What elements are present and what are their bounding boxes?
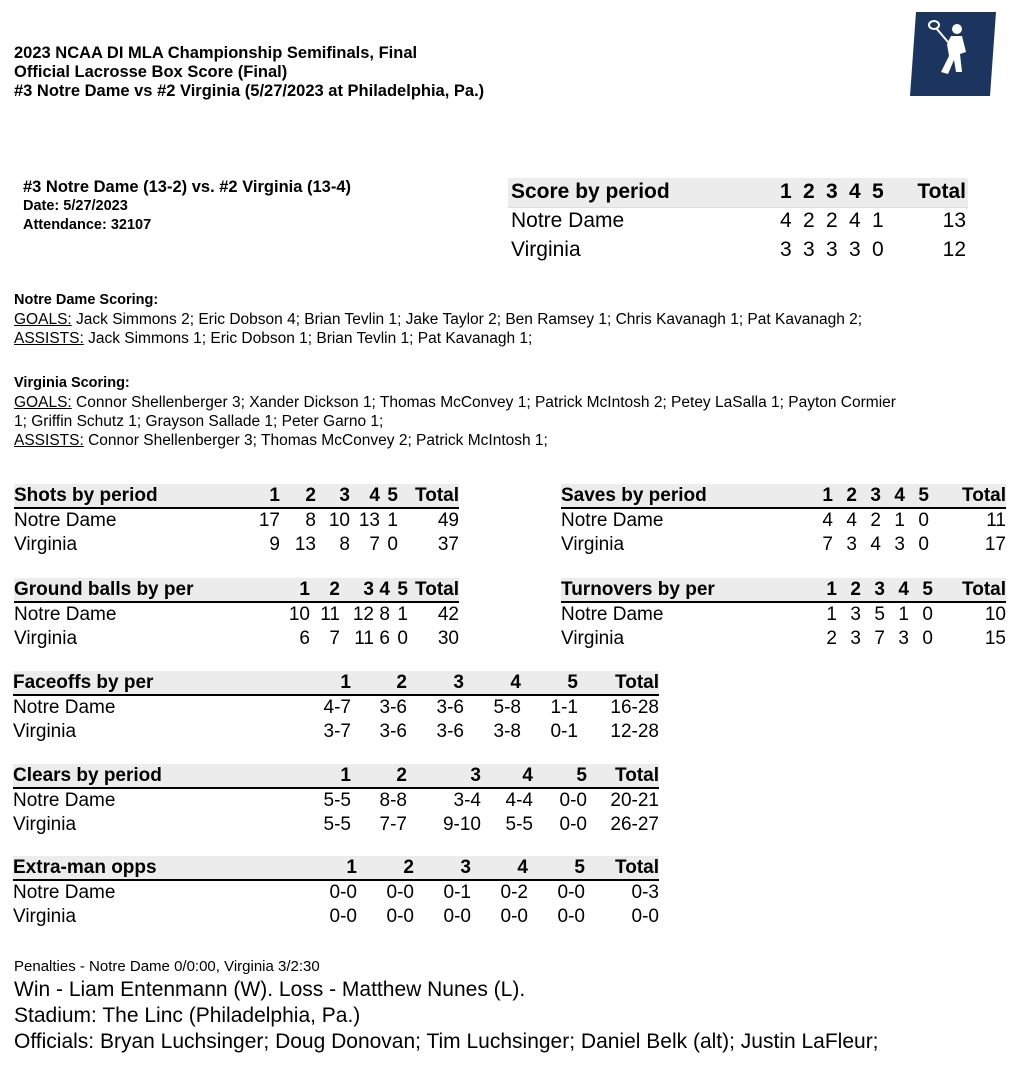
period-value: 10 <box>288 604 310 625</box>
turnovers-label: Turnovers by per <box>561 578 825 602</box>
clears-row-virginia <box>13 813 659 837</box>
col-3: 3 <box>316 484 350 508</box>
clears-label: Clears by period <box>13 764 291 788</box>
team-name: Virginia <box>561 534 625 555</box>
shots-label: Shots by period <box>14 484 232 508</box>
period-score: 3 <box>826 238 838 261</box>
period-score: 3 <box>780 238 792 261</box>
col-4: 4 <box>471 856 528 880</box>
saves-row-virginia <box>561 533 1006 557</box>
team-name: Virginia <box>13 721 77 742</box>
score-col-2: 2 <box>803 180 815 203</box>
team-name: Notre Dame <box>561 604 664 625</box>
period-score: 2 <box>826 209 838 232</box>
col-4: 4 <box>881 484 905 508</box>
team-name: Notre Dame <box>13 697 116 718</box>
period-value: 0-0 <box>386 882 414 903</box>
team-name: Notre Dame <box>13 790 116 811</box>
team-name: Notre Dame <box>511 209 625 232</box>
period-value: 0-0 <box>329 882 357 903</box>
ground-balls-label: Ground balls by per <box>14 578 272 602</box>
col-3: 3 <box>407 764 481 788</box>
clears-table <box>13 764 659 837</box>
col-1: 1 <box>291 671 351 695</box>
assists-list: Jack Simmons 1; Eric Dobson 1; Brian Tevlin 1; Pat Kavanagh 1; <box>83 330 533 347</box>
col-2: 2 <box>837 578 861 602</box>
faceoffs-row-virginia <box>13 720 659 744</box>
period-value: 0 <box>922 604 933 625</box>
period-value: 0-0 <box>559 814 587 835</box>
col-2: 2 <box>357 856 414 880</box>
col-total: Total <box>408 578 459 602</box>
col-3: 3 <box>407 671 464 695</box>
nd-goals <box>14 310 974 329</box>
period-value: 1 <box>397 604 408 625</box>
period-value: 0 <box>397 628 408 649</box>
period-value: 8 <box>305 510 316 531</box>
faceoffs-label: Faceoffs by per <box>13 671 291 695</box>
period-value: 0 <box>918 510 929 531</box>
score-col-5: 5 <box>872 180 884 203</box>
col-5: 5 <box>521 671 578 695</box>
total-score: 12 <box>942 238 966 261</box>
period-value: 7 <box>822 534 833 555</box>
col-3: 3 <box>857 484 881 508</box>
total-value: 15 <box>984 628 1006 649</box>
faceoffs-row-notre-dame <box>13 695 659 720</box>
game-info <box>23 178 351 235</box>
team-name: Notre Dame <box>561 510 664 531</box>
game-date: Date: 5/27/2023 <box>23 198 128 214</box>
saves-label: Saves by period <box>561 484 821 508</box>
shots-table <box>14 484 459 557</box>
period-value: 3-6 <box>379 697 407 718</box>
team-name: Notre Dame <box>14 604 117 625</box>
period-value: 5 <box>874 604 885 625</box>
col-5: 5 <box>533 764 587 788</box>
period-score: 0 <box>872 238 884 261</box>
turnovers-row-virginia <box>561 627 1006 651</box>
period-score: 4 <box>849 209 861 232</box>
period-value: 0-0 <box>443 906 471 927</box>
period-score: 4 <box>780 209 792 232</box>
turnovers-header-row <box>561 578 1006 602</box>
turnovers-table <box>561 578 1006 651</box>
saves-table <box>561 484 1006 557</box>
clears-header-row <box>13 764 659 788</box>
period-value: 0-0 <box>557 906 585 927</box>
va-goals-cont: 1; Griffin Schutz 1; Grayson Sallade 1; Peter Garno 1; <box>14 413 384 430</box>
ground-balls-header-row <box>14 578 459 602</box>
period-value: 0-0 <box>386 906 414 927</box>
total-value: 49 <box>437 510 459 531</box>
total-value: 42 <box>437 604 459 625</box>
period-value: 7 <box>369 534 380 555</box>
period-value: 4 <box>870 534 881 555</box>
col-2: 2 <box>310 578 340 602</box>
total-value: 30 <box>437 628 459 649</box>
goals-label: GOALS: <box>14 394 72 411</box>
period-value: 12 <box>352 604 374 625</box>
period-value: 5-5 <box>505 814 533 835</box>
period-value: 0 <box>918 534 929 555</box>
col-total: Total <box>933 578 1006 602</box>
clears-row-notre-dame <box>13 788 659 813</box>
officials-list: Officials: Bryan Luchsinger; Doug Donovan; Tim Luchsinger; Daniel Belk (alt); Justin LaFleur; <box>14 1030 879 1053</box>
team-name: Virginia <box>14 534 78 555</box>
header-matchup: #3 Notre Dame vs #2 Virginia (5/27/2023 at Philadelphia, Pa.) <box>14 82 485 100</box>
period-value: 3-8 <box>493 721 521 742</box>
period-value: 3-4 <box>453 790 481 811</box>
total-value: 16-28 <box>610 697 659 718</box>
col-1: 1 <box>291 764 351 788</box>
win-loss-decision: Win - Liam Entenmann (W). Loss - Matthew Nunes (L). <box>14 978 526 1001</box>
col-1: 1 <box>821 484 833 508</box>
score-header-label: Score by period <box>511 180 670 203</box>
col-total: Total <box>585 856 659 880</box>
score-header-row <box>508 178 968 207</box>
period-value: 0-1 <box>550 721 578 742</box>
virginia-scoring <box>14 374 974 450</box>
team-name: Notre Dame <box>13 882 116 903</box>
col-3: 3 <box>340 578 374 602</box>
ground-balls-row-virginia <box>14 627 459 651</box>
assists-label: ASSISTS: <box>14 330 84 347</box>
extra-man-table <box>13 856 659 929</box>
period-value: 8 <box>339 534 350 555</box>
team-name: Virginia <box>511 238 581 261</box>
faceoffs-table <box>13 671 659 744</box>
team-name: Virginia <box>13 814 77 835</box>
team-name: Virginia <box>561 628 625 649</box>
period-value: 13 <box>294 534 316 555</box>
col-2: 2 <box>351 764 407 788</box>
lacrosse-player-banner-icon <box>910 12 996 98</box>
col-4: 4 <box>350 484 380 508</box>
col-5: 5 <box>905 484 929 508</box>
col-4: 4 <box>885 578 909 602</box>
period-value: 0 <box>922 628 933 649</box>
period-value: 9 <box>269 534 280 555</box>
col-4: 4 <box>464 671 521 695</box>
score-col-4: 4 <box>849 180 861 203</box>
col-5: 5 <box>528 856 585 880</box>
team-name: Notre Dame <box>14 510 117 531</box>
team-name: Virginia <box>13 906 77 927</box>
period-score: 3 <box>803 238 815 261</box>
col-1: 1 <box>232 484 280 508</box>
total-value: 11 <box>986 510 1006 531</box>
period-value: 0-0 <box>500 906 528 927</box>
header-subtitle: Official Lacrosse Box Score (Final) <box>14 63 288 81</box>
col-1: 1 <box>825 578 837 602</box>
report-header <box>14 44 484 101</box>
shots-row-notre-dame <box>14 508 459 533</box>
period-value: 1 <box>387 510 398 531</box>
score-by-period-table <box>508 178 968 265</box>
score-col-total: Total <box>917 180 966 203</box>
period-value: 0-0 <box>557 882 585 903</box>
period-value: 11 <box>320 604 340 625</box>
footer-details <box>14 977 879 1055</box>
total-value: 0-3 <box>631 882 659 903</box>
period-value: 4 <box>846 510 857 531</box>
ground-balls-row-notre-dame <box>14 602 459 627</box>
period-value: 2 <box>826 628 837 649</box>
period-value: 2 <box>870 510 881 531</box>
period-value: 3-7 <box>323 721 351 742</box>
period-value: 5-5 <box>323 790 351 811</box>
goals-list: Connor Shellenberger 3; Xander Dickson 1; Thomas McConvey 1; Patrick McIntosh 2; Petey LaSalla 1; Payton Cormier <box>71 394 896 411</box>
total-value: 10 <box>984 604 1006 625</box>
va-scoring-heading: Virginia Scoring: <box>14 375 130 391</box>
period-value: 5-8 <box>493 697 521 718</box>
col-4: 4 <box>481 764 533 788</box>
period-value: 1 <box>826 604 837 625</box>
period-value: 3 <box>898 628 909 649</box>
assists-label: ASSISTS: <box>14 432 84 449</box>
team-name: Virginia <box>14 628 78 649</box>
period-value: 3 <box>894 534 905 555</box>
saves-row-notre-dame <box>561 508 1006 533</box>
period-value: 1 <box>898 604 909 625</box>
total-score: 13 <box>942 209 966 232</box>
header-title: 2023 NCAA DI MLA Championship Semifinals, Final <box>14 44 418 62</box>
period-value: 7 <box>874 628 885 649</box>
col-5: 5 <box>380 484 398 508</box>
col-3: 3 <box>414 856 471 880</box>
va-goals <box>14 393 974 412</box>
period-value: 0-0 <box>559 790 587 811</box>
total-value: 20-21 <box>610 790 659 811</box>
goals-label: GOALS: <box>14 311 72 328</box>
col-total: Total <box>929 484 1006 508</box>
total-value: 26-27 <box>610 814 659 835</box>
turnovers-row-notre-dame <box>561 602 1006 627</box>
total-value: 17 <box>984 534 1006 555</box>
period-value: 7-7 <box>379 814 407 835</box>
col-5: 5 <box>909 578 933 602</box>
penalties-summary: Penalties - Notre Dame 0/0:00, Virginia 3/2:30 <box>14 958 320 975</box>
period-value: 3 <box>850 604 861 625</box>
col-1: 1 <box>272 578 310 602</box>
col-2: 2 <box>280 484 316 508</box>
period-value: 3-6 <box>436 697 464 718</box>
col-total: Total <box>578 671 659 695</box>
period-value: 13 <box>358 510 380 531</box>
extra-man-row-virginia <box>13 905 659 929</box>
nd-assists <box>14 329 974 348</box>
score-row-notre-dame <box>508 207 968 236</box>
extra-man-label: Extra-man opps <box>13 856 291 880</box>
total-value: 0-0 <box>631 906 659 927</box>
period-value: 0-2 <box>500 882 528 903</box>
col-2: 2 <box>833 484 857 508</box>
period-value: 1-1 <box>550 697 578 718</box>
period-score: 2 <box>803 209 815 232</box>
period-score: 3 <box>849 238 861 261</box>
period-score: 1 <box>872 209 884 232</box>
total-value: 12-28 <box>610 721 659 742</box>
score-col-1: 1 <box>780 180 792 203</box>
col-total: Total <box>587 764 659 788</box>
col-4: 4 <box>374 578 390 602</box>
period-value: 8-8 <box>379 790 407 811</box>
shots-header-row <box>14 484 459 508</box>
period-value: 7 <box>329 628 340 649</box>
faceoffs-header-row <box>13 671 659 695</box>
score-col-3: 3 <box>826 180 838 203</box>
saves-header-row <box>561 484 1006 508</box>
va-assists <box>14 431 974 450</box>
period-value: 4-4 <box>505 790 533 811</box>
col-1: 1 <box>291 856 357 880</box>
period-value: 8 <box>379 604 390 625</box>
assists-list: Connor Shellenberger 3; Thomas McConvey 2; Patrick McIntosh 1; <box>83 432 548 449</box>
period-value: 3-6 <box>436 721 464 742</box>
period-value: 5-5 <box>323 814 351 835</box>
period-value: 6 <box>299 628 310 649</box>
period-value: 3 <box>850 628 861 649</box>
col-total: Total <box>398 484 459 508</box>
extra-man-header-row <box>13 856 659 880</box>
period-value: 3-6 <box>379 721 407 742</box>
period-value: 11 <box>354 628 374 649</box>
col-3: 3 <box>861 578 885 602</box>
period-value: 0-0 <box>329 906 357 927</box>
period-value: 3 <box>846 534 857 555</box>
period-value: 17 <box>258 510 280 531</box>
period-value: 4 <box>822 510 833 531</box>
nd-scoring-heading: Notre Dame Scoring: <box>14 292 159 308</box>
score-row-virginia <box>508 236 968 265</box>
goals-list: Jack Simmons 2; Eric Dobson 4; Brian Tevlin 1; Jake Taylor 2; Ben Ramsey 1; Chris Kavanagh 1; Pat Kavanagh 2; <box>71 311 863 328</box>
stadium-info: Stadium: The Linc (Philadelphia, Pa.) <box>14 1004 361 1027</box>
game-title: #3 Notre Dame (13-2) vs. #2 Virginia (13-4) <box>23 178 352 196</box>
extra-man-row-notre-dame <box>13 880 659 905</box>
total-value: 37 <box>437 534 459 555</box>
period-value: 10 <box>328 510 350 531</box>
period-value: 1 <box>894 510 905 531</box>
period-value: 6 <box>379 628 390 649</box>
period-value: 9-10 <box>442 814 481 835</box>
period-value: 0 <box>387 534 398 555</box>
shots-row-virginia <box>14 533 459 557</box>
notre-dame-scoring <box>14 291 974 348</box>
period-value: 4-7 <box>323 697 351 718</box>
period-value: 0-1 <box>443 882 471 903</box>
col-2: 2 <box>351 671 407 695</box>
ground-balls-table <box>14 578 459 651</box>
game-attendance: Attendance: 32107 <box>23 217 152 233</box>
col-5: 5 <box>390 578 408 602</box>
